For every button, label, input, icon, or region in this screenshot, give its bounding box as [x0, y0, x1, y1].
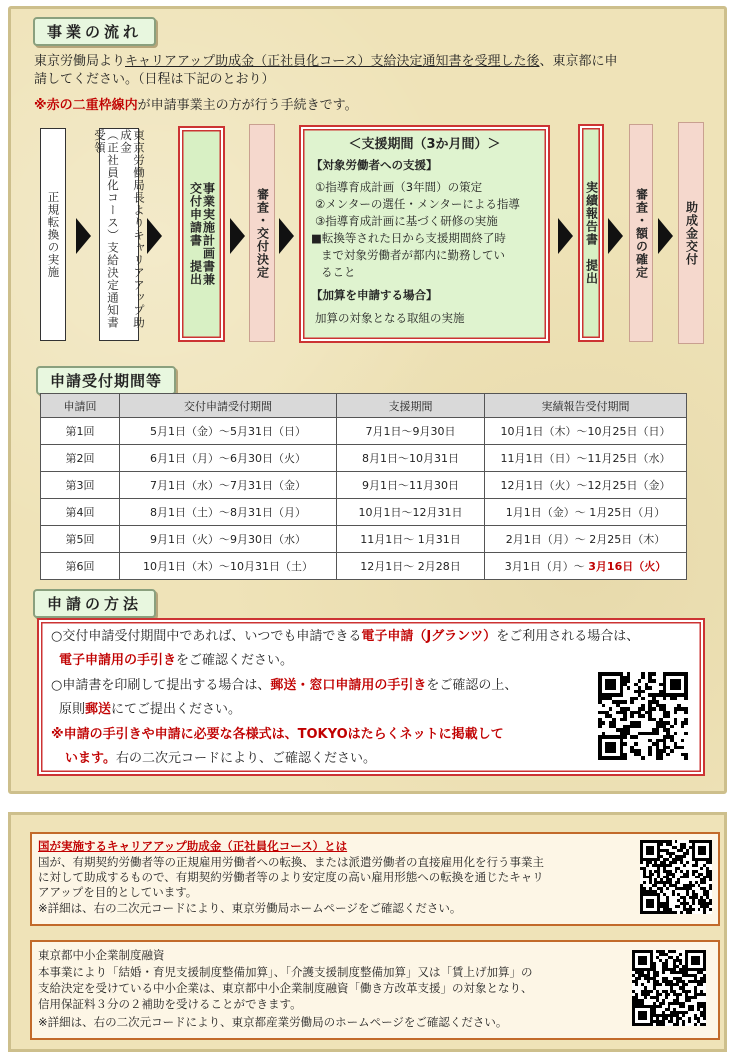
table-row: 第6回 10月1日（木）～10月31日（土） 12月1日～ 2月28日 3月1日（月）～ 3月16日（火） — [41, 553, 687, 580]
deadline-highlight: 3月16日（火） — [588, 560, 667, 573]
step-notice-text: 東京労働局長よりキャリアアップ助成金 （正社員化コース）支給決定通知書受領 — [93, 129, 146, 329]
info1-line: ※詳細は、右の二次元コードにより、東京労働局ホームページをご確認ください。 — [38, 901, 462, 915]
col-header: 実績報告受付期間 — [485, 394, 687, 418]
target-support-head: 【対象労働者への支援】 — [311, 158, 438, 172]
col-header: 申請回 — [41, 394, 120, 418]
method-line: います。右の二次元コードにより、ご確認ください。 — [65, 751, 376, 766]
method-line: ※申請の手引きや申請に必要な各様式は、TOKYOはたらくネットに掲載して — [51, 727, 504, 742]
table-row: 第1回 5月1日（金）～5月31日（日） 7月1日～9月30日 10月1日（木）～10月25日（日） — [41, 418, 687, 445]
step-application-submit: 事業実施計画書兼 交付申請書 提出 — [178, 126, 225, 342]
arrow-right-icon — [76, 218, 91, 254]
info1-line: アアップを目的としています。 — [38, 885, 198, 899]
method-line: ○申請書を印刷して提出する場合は、郵送・窓口申請用の手引きをご確認の上、 — [51, 678, 518, 693]
col-header: 交付申請受付期間 — [120, 394, 337, 418]
method-line: 原則郵送にてご提出ください。 — [59, 702, 242, 717]
info2-line: 支給決定を受けている中小企業は、東京都中小企業制度融資「働き方改革支援」の対象となり、 — [38, 981, 533, 995]
flow-intro: 東京労働局よりキャリアアップ助成金（正社員化コース）支給決定通知書を受理した後、東京都に申 — [34, 54, 618, 69]
flow-intro-line2: 請してください。（日程は下記のとおり） — [34, 72, 275, 87]
arrow-right-icon — [230, 218, 245, 254]
info-box-career-up — [30, 832, 720, 926]
info2-title: 東京都中小企業制度融資 — [38, 948, 165, 962]
flow-note: ※赤の二重枠線内が申請事業主の方が行う手続きです。 — [34, 98, 358, 113]
info-box-loan — [30, 940, 720, 1040]
schedule-title: 申請受付期間等 — [36, 366, 176, 395]
qr-code-icon[interactable] — [632, 950, 706, 1026]
step-conversion: 正規転換の実施 — [40, 128, 66, 341]
flow-title: 事業の流れ — [33, 17, 156, 46]
addition-item: 加算の対象となる取組の実施 — [315, 311, 465, 325]
table-header-row — [41, 394, 687, 418]
step-notice — [93, 128, 146, 341]
info1-line: 国が、有期契約労働者等の正規雇用労働者への転換、または派遣労働者の直接雇用化を行う事業主 — [38, 855, 544, 869]
schedule-table — [40, 393, 687, 580]
table-row: 第3回 7月1日（水）～7月31日（金） 9月1日～11月30日 12月1日（火）～12月25日（金） — [41, 472, 687, 499]
info1-title: 国が実施するキャリアアップ助成金（正社員化コース）とは — [38, 839, 348, 853]
arrow-right-icon — [147, 218, 162, 254]
support-item: ■転換等された日から支援期間終了時 — [311, 231, 506, 245]
support-item: ①指導育成計画（3年間）の策定 — [315, 180, 483, 194]
support-item: まで対象労働者が都内に勤務してい — [321, 248, 505, 262]
step-amount-review: 審査・額の確定 — [629, 124, 653, 342]
support-item: ③指導育成計画に基づく研修の実施 — [315, 214, 498, 228]
method-line: ○交付申請受付期間中であれば、いつでも申請できる電子申請（Jグランツ）をご利用される場合は、 — [51, 629, 640, 644]
qr-code-icon[interactable] — [598, 672, 688, 760]
info2-line: ※詳細は、右の二次元コードにより、東京都産業労働局のホームページをご確認ください。 — [38, 1015, 508, 1029]
step-review-decision: 審査・交付決定 — [249, 124, 275, 342]
support-item: ること — [321, 265, 356, 279]
col-header: 支援期間 — [337, 394, 485, 418]
method-line: 電子申請用の手引きをご確認ください。 — [59, 653, 294, 668]
qr-code-icon[interactable] — [640, 840, 712, 914]
step-grant-payment: 助成金交付 — [678, 122, 704, 344]
support-item: ②メンターの選任・メンターによる指導 — [315, 197, 520, 211]
table-row: 第2回 6月1日（月）～6月30日（火） 8月1日～10月31日 11月1日（日）～11月25日（水） — [41, 445, 687, 472]
arrow-right-icon — [279, 218, 294, 254]
table-row: 第4回 8月1日（土）～8月31日（月） 10月1日～12月31日 1月1日（金）～ 1月25日（月） — [41, 499, 687, 526]
arrow-right-icon — [558, 218, 573, 254]
step-report-submit: 実績報告書 提出 — [578, 124, 604, 342]
info1-line: に対して助成するもので、有期契約労働者等のより安定度の高い雇用形態への転換を通じたキャリ — [38, 870, 544, 884]
method-title: 申請の方法 — [33, 589, 156, 618]
arrow-right-icon — [658, 218, 673, 254]
support-period-box — [299, 125, 550, 343]
support-header: ＜支援期間（3か月間）＞ — [348, 137, 501, 152]
arrow-right-icon — [608, 218, 623, 254]
table-row: 第5回 9月1日（火）～9月30日（水） 11月1日～ 1月31日 2月1日（月）～ 2月25日（木） — [41, 526, 687, 553]
addition-head: 【加算を申請する場合】 — [311, 288, 438, 302]
info2-line: 信用保証料３分の２補助を受けることができます。 — [38, 997, 302, 1011]
info2-line: 本事業により「結婚・育児支援制度整備加算」、「介護支援制度整備加算」又は「賃上げ加算」の — [38, 965, 533, 979]
